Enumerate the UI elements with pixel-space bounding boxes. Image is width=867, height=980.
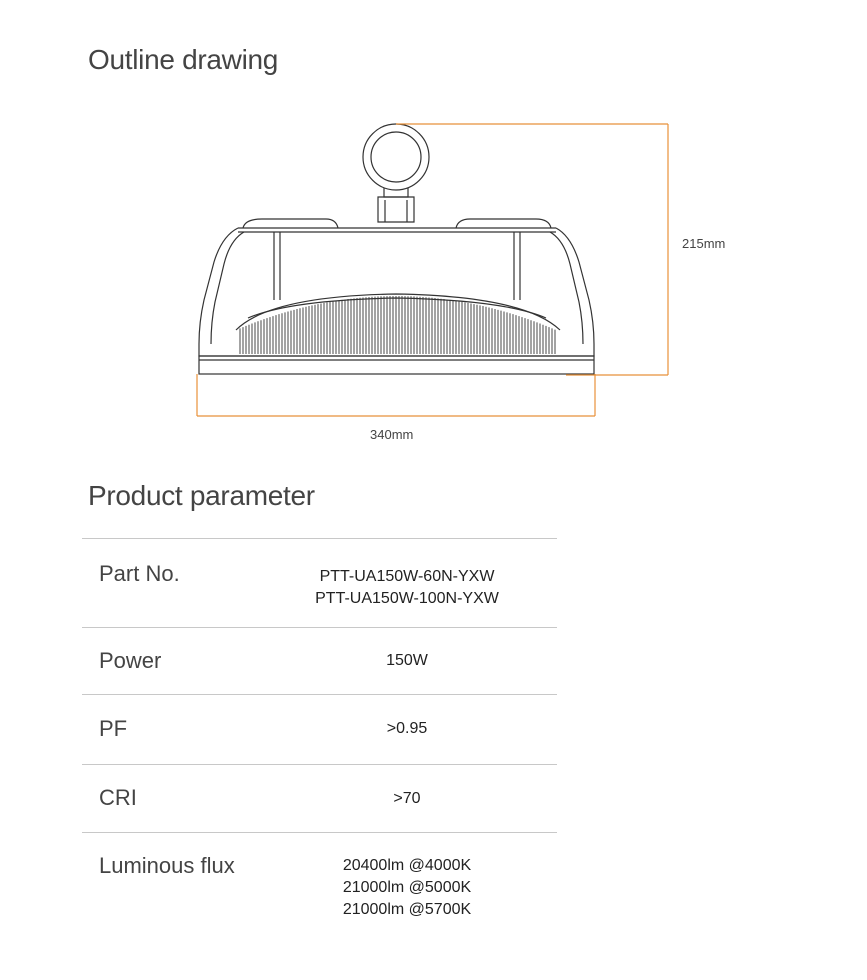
- luminous-flux-4000k: 20400lm @4000K: [342, 857, 472, 874]
- height-dimension-label: 215mm: [682, 236, 726, 251]
- top-bump-right: [456, 219, 551, 228]
- parameter-row-luminous-flux: [82, 832, 557, 933]
- part-number-1: PTT-UA150W-60N-YXW: [319, 568, 495, 585]
- top-bump-left: [243, 219, 338, 228]
- parameter-row-pf: [82, 694, 557, 764]
- parameter-row-cri: [82, 764, 557, 832]
- hanging-ring: [363, 124, 429, 190]
- outline-drawing: [0, 0, 867, 470]
- heat-sink-fins: [240, 296, 555, 354]
- parameter-value: [252, 718, 562, 740]
- parameter-label: Part No.: [99, 561, 180, 586]
- parameter-label: Power: [99, 648, 162, 673]
- parameter-label: Luminous flux: [99, 853, 235, 878]
- parameter-value: [252, 650, 562, 672]
- parameter-value: [252, 566, 562, 610]
- parameter-value: [252, 788, 562, 810]
- parameter-value: [252, 855, 562, 921]
- outline-title: Outline drawing: [88, 44, 279, 75]
- parameter-title: Product parameter: [88, 480, 315, 511]
- cri-value: >70: [393, 790, 421, 807]
- parameter-label: CRI: [99, 785, 137, 810]
- parameter-row-part-no: [82, 538, 557, 627]
- parameter-row-power: [82, 627, 557, 694]
- luminous-flux-5700k: 21000lm @5700K: [342, 901, 472, 918]
- dimension-lines: [197, 124, 668, 416]
- part-number-2: PTT-UA150W-100N-YXW: [315, 590, 499, 607]
- base-rim: [199, 356, 594, 374]
- width-dimension-label: 340mm: [370, 427, 414, 442]
- parameter-table: [82, 538, 557, 933]
- parameter-label: PF: [99, 716, 128, 741]
- luminous-flux-5000k: 21000lm @5000K: [342, 879, 472, 896]
- pf-value: >0.95: [386, 720, 428, 737]
- power-value: 150W: [386, 652, 428, 669]
